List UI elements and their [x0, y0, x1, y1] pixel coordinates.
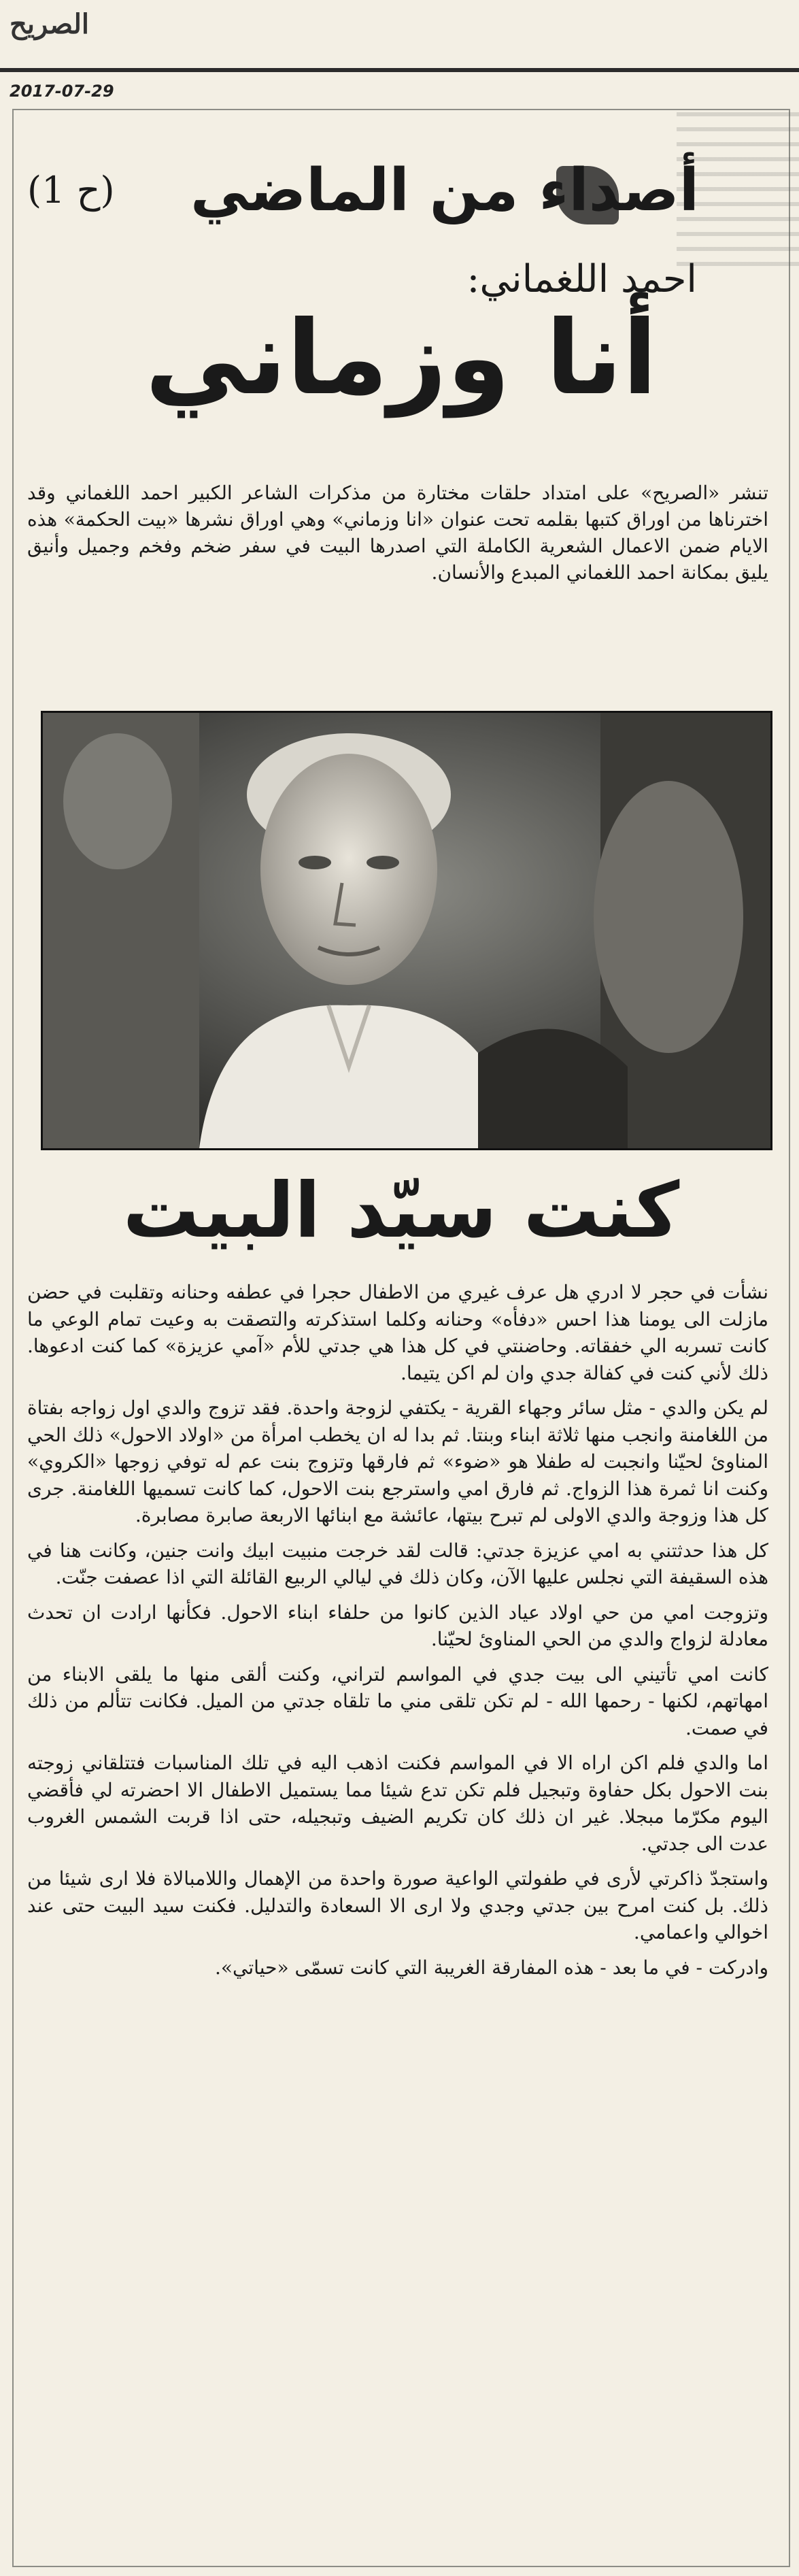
body-paragraph: واستجدّ ذاكرتي لأرى في طفولتي الواعية صورة واحدة من الإهمال واللامبالاة فلا ارى شيئا من ذلك. بل كنت امرح بين جدتي وجدي ولا ارى الا السعادة والتدليل. فكنت سيد البيت حتى عند اخوالي واعمامي. [27, 1867, 768, 1943]
series-part-number: (ح 1) [27, 169, 115, 212]
author-photo [41, 711, 772, 1150]
series-banner [27, 156, 768, 231]
series-title: أصداء من الماضي [190, 156, 700, 224]
article-title: أنا وزماني [145, 299, 658, 418]
masthead-rule [0, 68, 799, 72]
body-paragraph: لم يكن والدي - مثل سائر وجهاء القرية - يكتفي لزوجة واحدة. فقد تزوج والدي اول زواجه بفتاة من اللغامنة وانجب منها ثلاثة ابناء وبنتا. ثم بدا له ان يخطب امرأة من «اولاد الاحول» ذلك الحي المناوئ لحيّنا وانجبت له طفلا هو «ضوء» ثم فارقها وتزوج بنت عم له توفي زوجها «الكروي» وكنت انا ثمرة هذا الزواج. ثم فارق امي واسترجع بنت الاحول، كما كانت تسميها اللغامنة. جرى كل هذا وزوجة والدي الاولى لم تبرح بيتها، عائشة مع ابنائها الاربعة صابرة مصابرة. [27, 1396, 768, 1526]
issue-date: 2017-07-29 [10, 82, 114, 101]
body-paragraph: وادركت - في ما بعد - هذه المفارقة الغريبة التي كانت تسمّى «حياتي». [215, 1956, 768, 1979]
article-body [27, 1279, 768, 1989]
body-paragraph: وتزوجت امي من حي اولاد عياد الذين كانوا من حلفاء ابناء الاحول. فكأنها ارادت ان تحدث معادلة لزواج والدي من الحي المناوئ لحيّنا. [27, 1601, 768, 1650]
body-paragraph: اما والدي فلم اكن اراه الا في المواسم فكنت اذهب اليه في تلك المناسبات فتتلقاني زوجته بنت الاحول بكل حفاوة وتبجيل فلم تكن تدع شيئا مما يستميل الاطفال الا احضرته لي فأقضي اليوم مكرّما مبجلا. غير ان ذلك كان تكريم الضيف وتبجيله، حتى اذا قربت الشمس الغروب عدت الى جدتي. [27, 1752, 768, 1855]
article-byline: احمد اللغماني: [466, 257, 697, 301]
author-portrait-image [43, 713, 770, 1148]
article-intro: تنشر «الصريح» على امتداد حلقات مختارة من مذكرات الشاعر الكبير احمد اللغماني وقد اخترناها من اوراق كتبها بقلمه تحت عنوان «انا وزماني» وهي اوراق نشرها «بيت الحكمة» هذه الايام ضمن الاعمال الشعرية الكاملة التي اصدرها البيت في سفر ضخم وفخم وجميل وأنيق يليق بمكانة احمد اللغماني المبدع والأنسان. [27, 482, 768, 584]
body-paragraph: كل هذا حدثتني به امي عزيزة جدتي: قالت لقد خرجت منبيت ابيك وانت جنين، وكانت هنا في هذه السقيفة التي نجلس عليها الآن، وكان ذلك في ليالي الربيع القائلة التي اذا عصفت جنّت. [27, 1539, 768, 1588]
body-paragraph: نشأت في حجر لا ادري هل عرف غيري من الاطفال حجرا في عطفه وحنانه وتقلبت في حضن مازلت الى يومنا هذا احس «دفأه» وحنانه وكلما استذكرته والتصقت به وعيت تمام الوعي ما كانت تسربه الي خفقاته. وحاضنتي في كل هذا هي جدتي للأم «آمي عزيزة» كما كنت ادعوها. ذلك لأني كنت في كفالة جدي وان لم اكن يتيما. [27, 1281, 768, 1384]
article-subhead: كنت سيّد البيت [122, 1167, 680, 1255]
body-paragraph: كانت امي تأتيني الى بيت جدي في المواسم لتراني، وكنت ألقى منها ما يلقى الابناء من امهاتهم، لكنها - رحمها الله - لم تكن تلقى مني ما تلقاه جدتي من الميل. فكانت تتألم من ذلك في صمت. [27, 1662, 769, 1739]
newspaper-name: الصريح [10, 8, 90, 40]
masthead [0, 0, 799, 54]
